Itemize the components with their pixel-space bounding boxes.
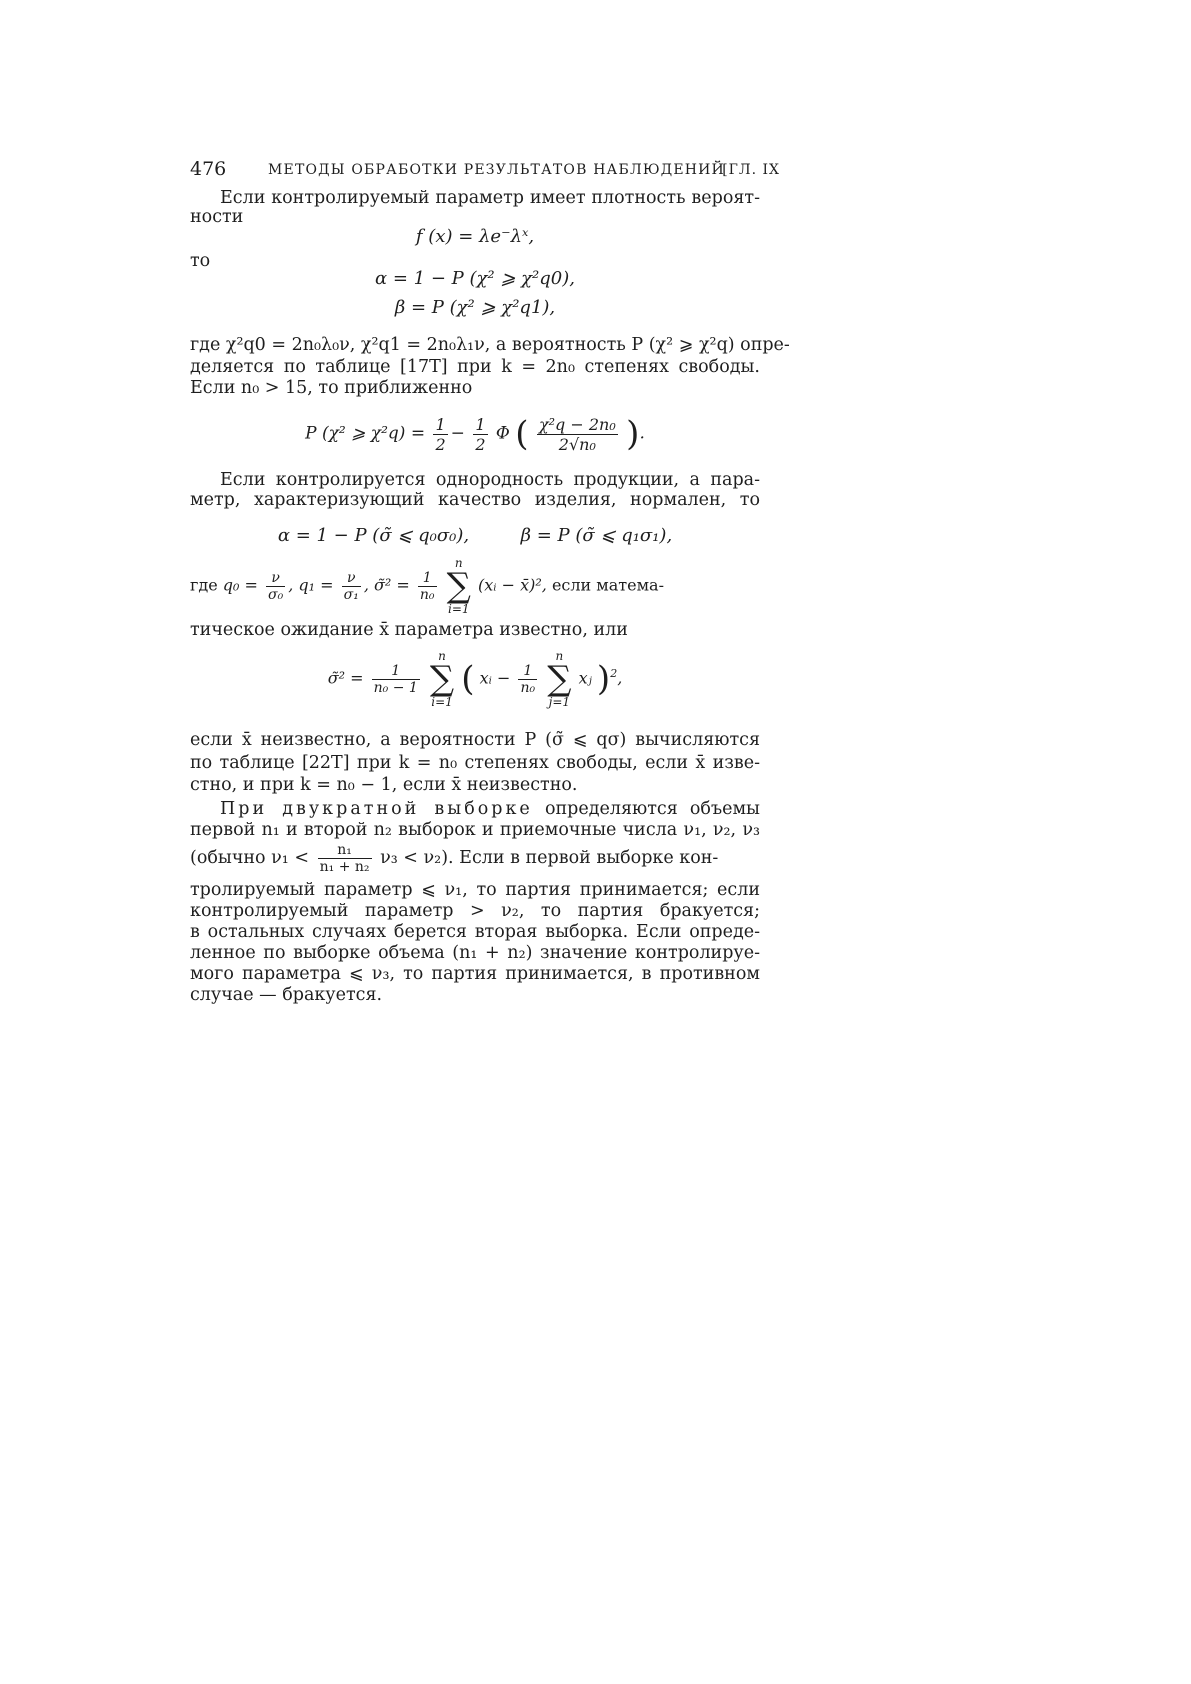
sum-upper: n bbox=[454, 556, 463, 570]
text-line: мого параметра ⩽ ν₃, то партия принимается, в противном bbox=[190, 964, 760, 984]
formula-sigma-unknown: σ̃² = $\frac{1}{\text{n₀ − 1}}$ n ∑ i=1 ( xᵢ − $\frac{1}{\text{n₀}}$ n ∑ j=1 xⱼ )$^2$, bbox=[327, 649, 623, 709]
fraction-half bbox=[433, 415, 447, 454]
chapter-label: [ГЛ. IX bbox=[722, 162, 780, 178]
fraction-q1 bbox=[342, 570, 361, 603]
numerator: 1 bbox=[418, 570, 437, 587]
formula-beta: β = P (σ̃ ⩽ q₁σ₁), bbox=[520, 525, 673, 546]
numerator: χ²q − 2n₀ bbox=[538, 414, 616, 434]
text-gde: где bbox=[190, 575, 218, 595]
text-line: в остальных случаях берется вторая выборка. Если опреде- bbox=[190, 922, 760, 942]
denominator: 2√n₀ bbox=[558, 434, 596, 454]
text-pre: (обычно ν₁ < bbox=[190, 848, 310, 868]
numerator: 1 bbox=[518, 663, 537, 680]
q1-lhs: q₁ = bbox=[298, 575, 334, 595]
denominator: σ₁ bbox=[343, 586, 359, 603]
sum-symbol bbox=[547, 650, 571, 708]
denominator: n₀ bbox=[520, 679, 536, 696]
numerator: n₁ bbox=[318, 842, 372, 859]
paren-close: ) bbox=[596, 659, 611, 699]
numerator: 1 bbox=[372, 663, 420, 680]
text-line: Если n₀ > 15, то приближенно bbox=[190, 378, 473, 398]
q0-lhs: q₀ = bbox=[222, 575, 258, 595]
sum-upper: n bbox=[438, 649, 446, 663]
numerator: ν bbox=[342, 570, 361, 587]
formula-beta: β = P (χ² ⩾ χ²q1), bbox=[394, 297, 556, 318]
text-rest: определяются объемы bbox=[544, 799, 760, 819]
formula-sigma-known: где q₀ = $\frac{\nu}{\text{σ₀}}$ , q₁ = $\frac{\nu}{\text{σ₁}}$ , σ̃² = $\frac{1}{\text{n₀}}$ n ∑ i=1 (xᵢ − x̄)², если матема- bbox=[190, 556, 664, 616]
text-line: тролируемый параметр ⩽ ν₁, то партия принимается; если bbox=[190, 880, 760, 900]
denominator: n₀ − 1 bbox=[373, 679, 418, 696]
square-exponent: 2 bbox=[610, 667, 618, 681]
fraction-half bbox=[473, 415, 487, 454]
sigma-lhs: σ̃² = bbox=[327, 668, 364, 688]
text-line: если x̄ неизвестно, а вероятности P (σ̃ ⩽ qσ) вычисляются bbox=[190, 730, 760, 750]
fraction-q0 bbox=[266, 570, 285, 603]
sum-term: (xᵢ − x̄)², bbox=[478, 575, 547, 595]
numerator: ν bbox=[266, 570, 285, 587]
running-title: МЕТОДЫ ОБРАБОТКИ РЕЗУЛЬТАТОВ НАБЛЮДЕНИЙ bbox=[268, 162, 725, 178]
text-line: первой n₁ и второй n₂ выборок и приемочные числа ν₁, ν₂, ν₃ bbox=[190, 820, 760, 840]
denominator: n₁ + n₂ bbox=[319, 859, 370, 875]
formula-approximation: P (χ² ⩾ χ²q) = $\frac{1}{2}$ − $\frac{1}{2}$ Φ ( $\frac{\text{χ²q − 2n₀}}{\text{2√n₀}}$ ). bbox=[305, 414, 645, 454]
fraction-inverse-n0-1 bbox=[372, 663, 420, 696]
fraction-n1 bbox=[318, 842, 372, 875]
spaced-term: При двукратной выборке bbox=[220, 799, 533, 819]
text-line bbox=[220, 799, 760, 819]
denominator: n₀ bbox=[419, 586, 435, 603]
denominator: 2 bbox=[475, 434, 486, 454]
text-tail: если матема- bbox=[551, 575, 664, 595]
fraction-inverse-n0 bbox=[418, 570, 437, 603]
denominator: 2 bbox=[435, 434, 446, 454]
text-line: деляется по таблице [17T] при k = 2n₀ степенях свободы. bbox=[190, 357, 760, 377]
text-line: где χ²q0 = 2n₀λ₀ν, χ²q1 = 2n₀λ₁ν, а вероятность P (χ² ⩾ χ²q) опре- bbox=[190, 335, 790, 355]
running-header bbox=[190, 158, 780, 182]
denominator: σ₀ bbox=[268, 586, 284, 603]
sum-lower: i=1 bbox=[448, 602, 470, 616]
text-line: метр, характеризующий качество изделия, нормален, то bbox=[190, 490, 760, 510]
numerator: 1 bbox=[475, 414, 486, 434]
phi-symbol: Φ bbox=[495, 423, 510, 444]
formula-density: f (x) = λe⁻λˣ, bbox=[415, 226, 535, 247]
term-xi: xᵢ − bbox=[479, 668, 511, 688]
text-line: случае — бракуется. bbox=[190, 985, 383, 1005]
paren-close: ) bbox=[626, 414, 640, 454]
numerator: 1 bbox=[435, 414, 446, 434]
text-line: по таблице [22T] при k = n₀ степенях свободы, если x̄ изве- bbox=[190, 753, 760, 773]
text-line: тическое ожидание x̄ параметра известно, или bbox=[190, 620, 628, 640]
paren-open: ( bbox=[515, 414, 529, 454]
text-post: ν₃ < ν₂). bbox=[380, 848, 454, 868]
sum-upper: n bbox=[555, 649, 564, 663]
text-line: ленное по выборке объема (n₁ + n₂) значение контролируе- bbox=[190, 943, 760, 963]
formula-alpha: α = 1 − P (χ² ⩾ χ²q0), bbox=[374, 268, 575, 289]
fraction-inverse-n0 bbox=[518, 663, 537, 696]
fraction-argument bbox=[537, 415, 618, 454]
text-line: стно, и при k = n₀ − 1, если x̄ неизвестно. bbox=[190, 775, 578, 795]
formula-homogeneity bbox=[190, 525, 760, 546]
sum-symbol bbox=[447, 557, 471, 615]
text-line: то bbox=[190, 251, 211, 271]
sigma-lhs: σ̃² = bbox=[373, 575, 410, 595]
formula-alpha: α = 1 − P (σ̃ ⩽ q₀σ₀), bbox=[277, 525, 470, 546]
text-line: Если контролируется однородность продукции, а пара- bbox=[220, 470, 760, 490]
sum-lower: i=1 bbox=[431, 695, 453, 709]
text-line: Если контролируемый параметр имеет плотность вероят- bbox=[220, 188, 760, 208]
paren-open: ( bbox=[461, 659, 475, 699]
sigma-sign: ∑ bbox=[429, 659, 455, 699]
formula-lhs: P (χ² ⩾ χ²q) = bbox=[305, 423, 426, 444]
text-line bbox=[190, 842, 760, 875]
sigma-sign: ∑ bbox=[446, 566, 471, 606]
sum-symbol bbox=[430, 650, 454, 708]
sigma-sign: ∑ bbox=[547, 659, 572, 699]
term-xj: xⱼ bbox=[578, 668, 592, 688]
sum-lower: j=1 bbox=[548, 695, 571, 709]
text-line: ности bbox=[190, 207, 244, 227]
text-line: контролируемый параметр > ν₂, то партия бракуется; bbox=[190, 901, 760, 921]
text-tail: Если в первой выборке кон- bbox=[459, 848, 719, 868]
page-number: 476 bbox=[190, 158, 227, 180]
